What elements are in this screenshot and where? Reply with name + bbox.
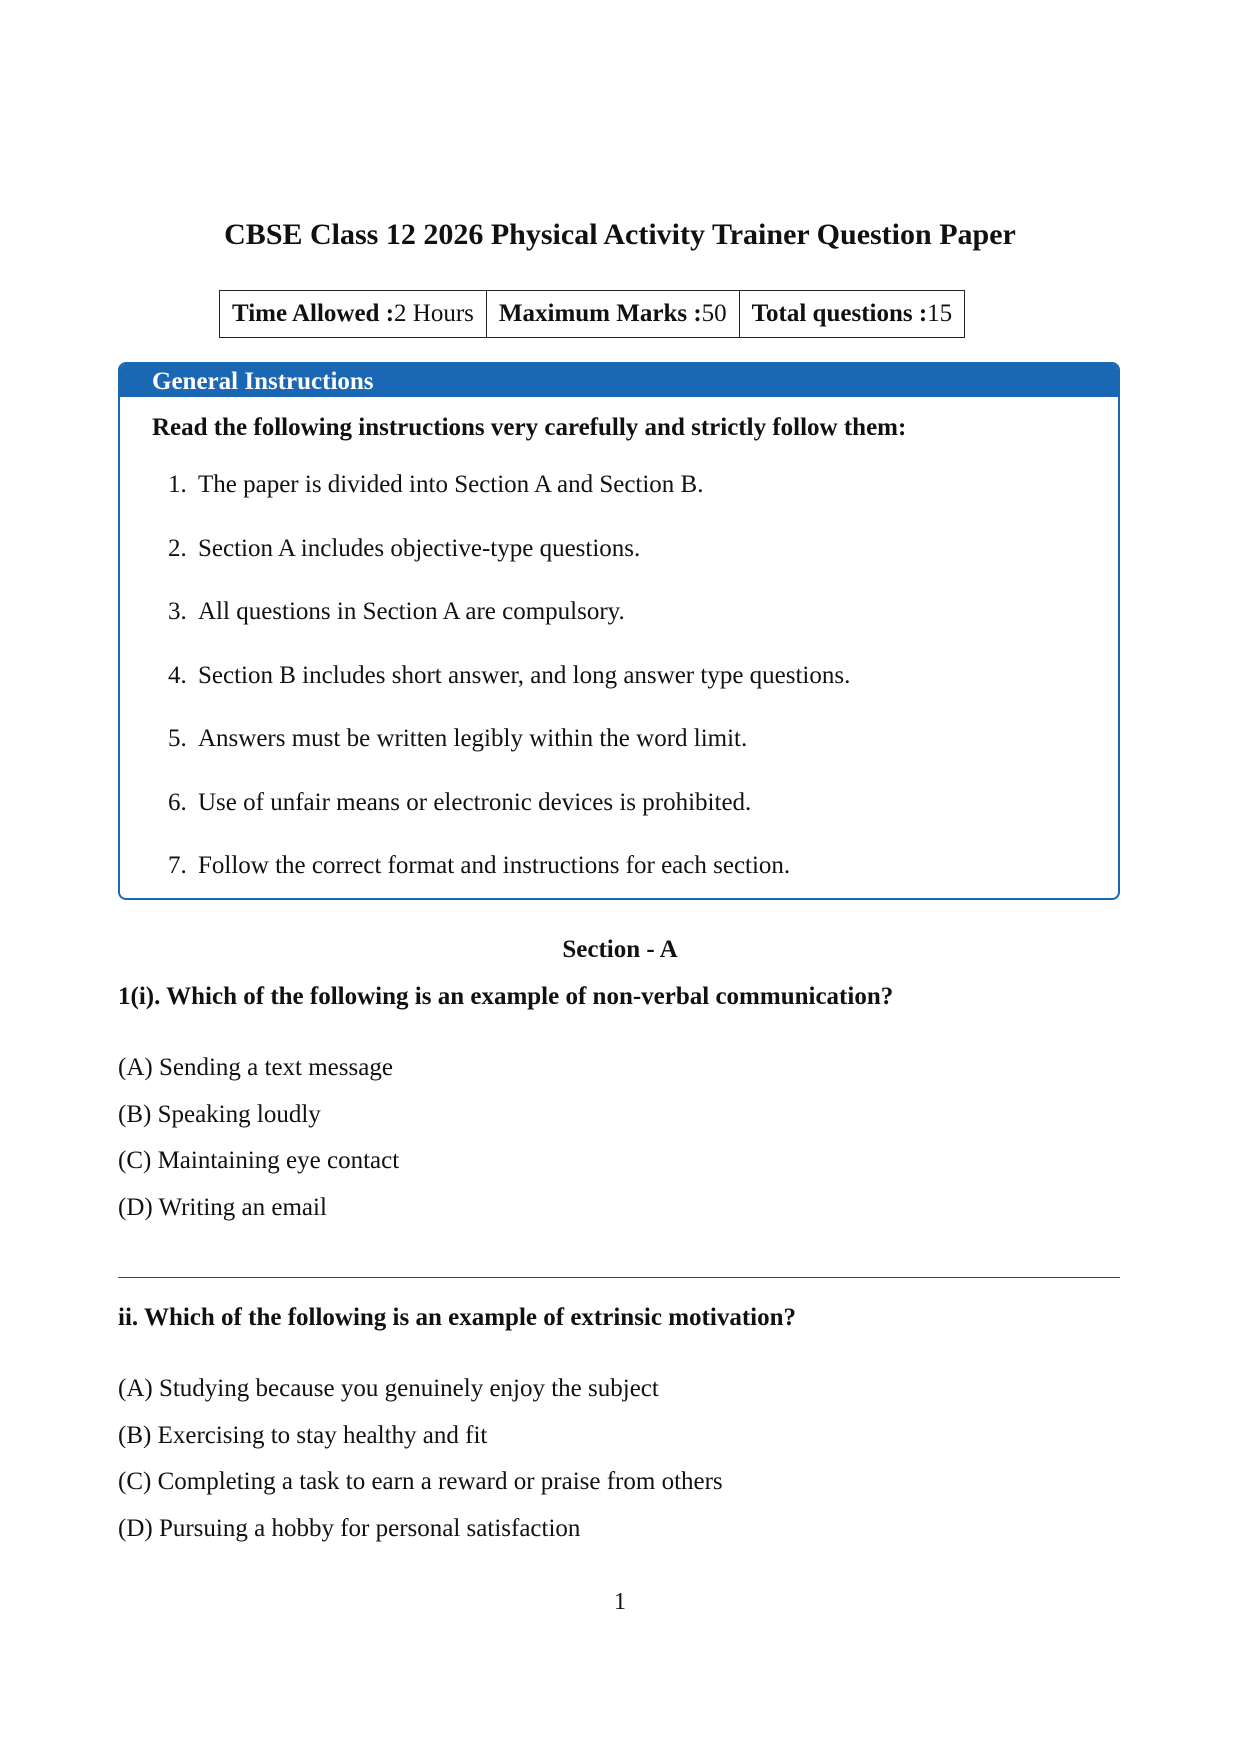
instruction-number: 5. xyxy=(168,725,187,752)
exam-meta-table xyxy=(219,290,965,338)
instruction-text: All questions in Section A are compulsory. xyxy=(198,598,625,625)
question-2-options xyxy=(118,1374,723,1561)
option-d: (D) Pursuing a hobby for personal satisfaction xyxy=(118,1515,581,1543)
instruction-number: 2. xyxy=(168,534,187,562)
instruction-item xyxy=(168,724,850,788)
instructions-list xyxy=(168,470,850,900)
instruction-item xyxy=(168,788,850,852)
instruction-item xyxy=(168,470,850,534)
option-c: (C) Completing a task to earn a reward or praise from others xyxy=(118,1468,723,1496)
instruction-number: 3. xyxy=(168,598,187,625)
total-questions-value: 15 xyxy=(927,300,953,327)
maximum-marks-label: Maximum Marks : xyxy=(498,300,702,327)
maximum-marks-value: 50 xyxy=(701,300,727,327)
instructions-lead: Read the following instructions very carefully and strictly follow them: xyxy=(152,414,907,441)
instruction-item xyxy=(168,597,850,661)
question-2-text: ii. Which of the following is an example of extrinsic motivation? xyxy=(118,1304,796,1331)
instruction-text: Section B includes short answer, and long answer type questions. xyxy=(198,661,851,689)
option-b: (B) Speaking loudly xyxy=(118,1100,321,1128)
time-allowed-label: Time Allowed : xyxy=(232,300,395,327)
option-a: (A) Studying because you genuinely enjoy the subject xyxy=(118,1375,659,1402)
instruction-item xyxy=(168,661,850,725)
time-allowed-value: 2 Hours xyxy=(394,300,474,327)
instruction-item xyxy=(168,534,850,598)
instruction-number: 6. xyxy=(168,788,187,816)
option-a: (A) Sending a text message xyxy=(118,1054,393,1081)
option-c: (C) Maintaining eye contact xyxy=(118,1147,400,1175)
instruction-text: Section A includes objective-type questions. xyxy=(198,534,641,562)
general-instructions-box xyxy=(118,362,1120,900)
instruction-text: Answers must be written legibly within the word limit. xyxy=(198,725,748,752)
total-questions-label: Total questions : xyxy=(751,300,928,327)
option-d: (D) Writing an email xyxy=(118,1194,327,1222)
question-1-text: 1(i). Which of the following is an example of non-verbal communication? xyxy=(118,983,894,1010)
section-a-title: Section - A xyxy=(562,936,678,963)
instruction-number: 1. xyxy=(168,471,187,498)
instruction-item xyxy=(168,851,850,900)
instruction-text: The paper is divided into Section A and Section B. xyxy=(198,471,704,498)
page-title: CBSE Class 12 2026 Physical Activity Trainer Question Paper xyxy=(224,218,1016,251)
general-instructions-header: General Instructions xyxy=(120,364,1118,397)
time-allowed-cell xyxy=(220,291,487,338)
instruction-number: 7. xyxy=(168,852,187,879)
maximum-marks-cell xyxy=(486,291,739,338)
question-divider xyxy=(118,1277,1120,1278)
instruction-text: Use of unfair means or electronic devices is prohibited. xyxy=(198,788,752,816)
instruction-text: Follow the correct format and instructions for each section. xyxy=(198,852,791,879)
question-1-options xyxy=(118,1053,399,1240)
instruction-number: 4. xyxy=(168,661,187,689)
option-b: (B) Exercising to stay healthy and fit xyxy=(118,1421,488,1449)
page-number: 1 xyxy=(614,1589,626,1615)
total-questions-cell xyxy=(739,291,965,338)
